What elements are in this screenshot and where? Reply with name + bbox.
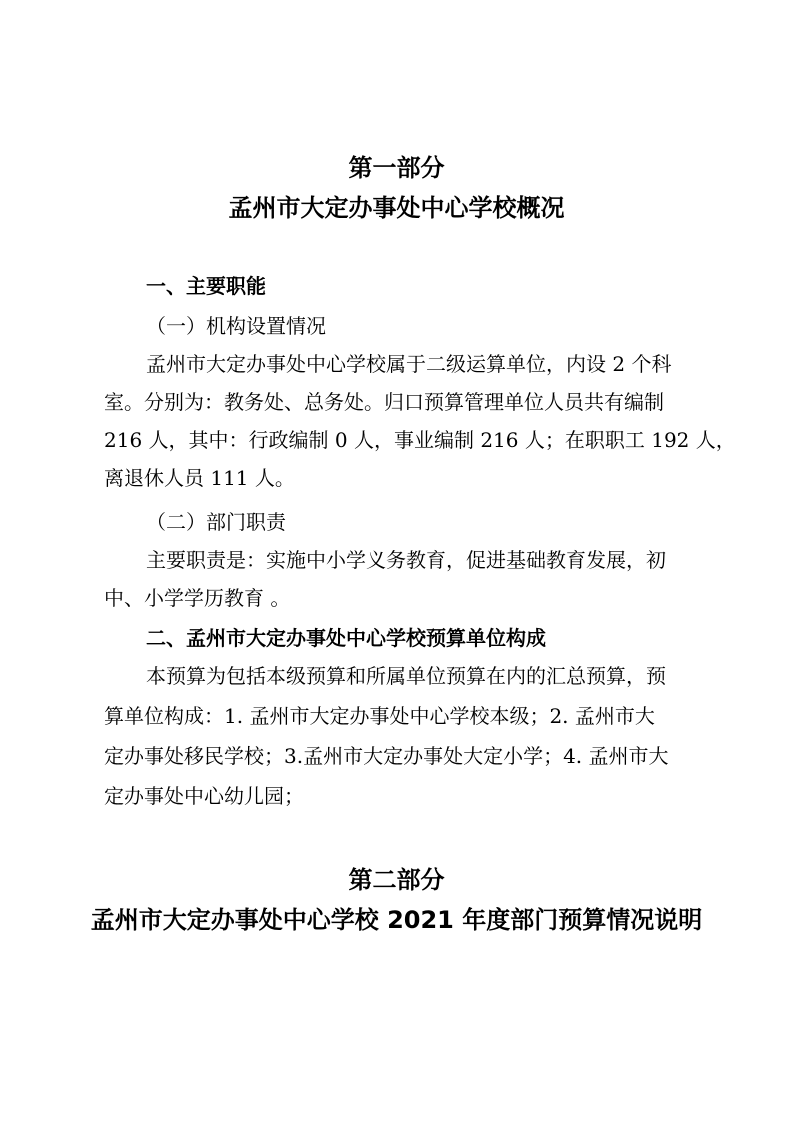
paragraph-line: 孟州市大定办事处中心学校属于二级运算单位，内设 2 个科 xyxy=(146,352,672,376)
part1-heading: 第一部分 xyxy=(348,154,445,182)
part1-subheading: 孟州市大定办事处中心学校概况 xyxy=(228,194,565,222)
section2-title: 二、孟州市大定办事处中心学校预算单位构成 xyxy=(146,626,546,650)
paragraph-line: 主要职责是：实施中小学义务教育，促进基础教育发展，初 xyxy=(146,548,666,572)
subsection1-title: （一）机构设置情况 xyxy=(146,314,326,338)
paragraph-line: 216 人，其中：行政编制 0 人，事业编制 216 人；在职职工 192 人， xyxy=(104,428,736,452)
subsection2-title: （二）部门职责 xyxy=(146,510,286,534)
paragraph-line: 本预算为包括本级预算和所属单位预算在内的汇总预算，预 xyxy=(146,664,666,688)
paragraph-line: 中、小学学历教育 。 xyxy=(104,586,291,610)
paragraph-line: 室。分别为：教务处、总务处。归口预算管理单位人员共有编制 xyxy=(104,390,664,414)
paragraph-line: 算单位构成：1. 孟州市大定办事处中心学校本级；2. 孟州市大 xyxy=(104,704,655,728)
part2-subheading: 孟州市大定办事处中心学校 2021 年度部门预算情况说明 xyxy=(90,906,703,934)
section1-title: 一、主要职能 xyxy=(146,274,266,298)
paragraph-line: 定办事处中心幼儿园； xyxy=(104,784,304,808)
paragraph-line: 定办事处移民学校；3.孟州市大定办事处大定小学；4. 孟州市大 xyxy=(104,744,669,768)
part2-heading: 第二部分 xyxy=(348,866,445,894)
paragraph-line: 离退休人员 111 人。 xyxy=(104,466,295,490)
